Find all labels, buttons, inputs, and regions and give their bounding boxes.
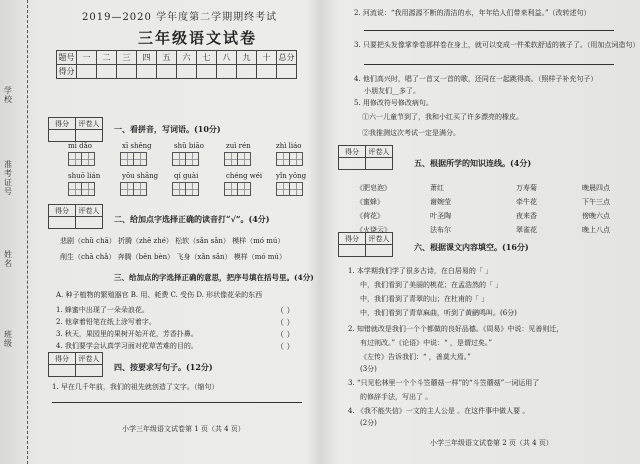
section-6-title: 六、根据课文内容填空。(16分) bbox=[414, 242, 529, 252]
section-4-item-1: 1. 早在几千年前，我们的祖先就创造了文字。（缩句） bbox=[52, 383, 219, 391]
box-grader-label: 评卷人 bbox=[366, 233, 393, 245]
pinyin: shǔ biāo bbox=[174, 142, 204, 150]
box-score-label: 得分 bbox=[49, 118, 76, 130]
score-table bbox=[56, 50, 297, 79]
score-header-cell: 七 bbox=[197, 51, 217, 65]
box-score-label: 得分 bbox=[49, 353, 76, 365]
box-score-label: 得分 bbox=[49, 205, 76, 217]
score-header-cell: 六 bbox=[177, 51, 197, 65]
time-item[interactable]: 下午三点 bbox=[582, 198, 610, 206]
school-label: 学校 bbox=[4, 86, 12, 104]
section-2-line-1: 悲剧（chǔ chā） 折腾（zhē zhé） 松软（sǎn sǎn） 模样（mó mú） bbox=[60, 237, 285, 245]
score-cell[interactable] bbox=[77, 65, 97, 79]
box-grader-label: 评卷人 bbox=[76, 118, 103, 130]
flower-item[interactable]: 夜来香 bbox=[516, 212, 537, 220]
binding-margin bbox=[0, 0, 40, 464]
book-item[interactable]: 《肥皂泡》 bbox=[356, 184, 391, 192]
pinyin: yǐn yǒng bbox=[276, 172, 307, 180]
fill-line[interactable]: 1. 本学期我们学了很多古诗，在白居易的「 」 bbox=[348, 267, 493, 275]
box-score-label: 得分 bbox=[339, 233, 366, 245]
section-4-item-2: 2. 河流说：“我用源源不断的清洁的水，年年给人们带来利益。”（改转述句） bbox=[354, 9, 591, 17]
time-item[interactable]: 晚上八点 bbox=[582, 226, 610, 234]
section-3-title: 三、给加点的字选择正确的意思，把序号填在括号里。(4分) bbox=[114, 273, 314, 282]
page-right bbox=[334, 0, 640, 464]
book-item[interactable]: 《荷花》 bbox=[356, 212, 384, 220]
score-header-cell: 九 bbox=[237, 51, 257, 65]
score-cell[interactable] bbox=[157, 65, 177, 79]
fill-line[interactable]: 的修辞手法，写出了 。 bbox=[360, 393, 433, 401]
score-cell[interactable] bbox=[237, 65, 257, 79]
box-grader-label: 评卷人 bbox=[76, 353, 103, 365]
flower-item[interactable]: 牵牛花 bbox=[516, 198, 537, 206]
score-header-cell: 题号 bbox=[57, 51, 77, 65]
exam-number-label: 准考证号 bbox=[4, 160, 12, 196]
section-4-item-3: 3. 只要把头发像掌拳卷那样卷在身上，就可以变成一件柔软舒适的被子了。（用加点词造句） bbox=[354, 41, 640, 49]
author-item[interactable]: 叶圣陶 bbox=[430, 212, 451, 220]
section-3-item: 4. 我们要学会认真学习面对花草苦难的目的。 bbox=[56, 342, 198, 350]
score-cell[interactable] bbox=[217, 65, 237, 79]
score-cell[interactable] bbox=[257, 65, 277, 79]
box-cell[interactable] bbox=[339, 158, 366, 170]
section-4-item-4-cont: 小朋友们__多了。 bbox=[364, 87, 420, 95]
author-item[interactable]: 谢婉莹 bbox=[430, 198, 451, 206]
box-cell[interactable] bbox=[76, 217, 103, 229]
answer-paren[interactable]: （ ） bbox=[276, 306, 295, 315]
pinyin: shuō lián bbox=[68, 172, 101, 180]
score-cell[interactable] bbox=[197, 65, 217, 79]
section-4-item-5-b: ②我推测这次考试一定是满分。 bbox=[362, 129, 460, 137]
fill-line: (2分) bbox=[360, 419, 377, 427]
score-header-cell: 十 bbox=[257, 51, 277, 65]
writing-grid[interactable] bbox=[172, 182, 198, 196]
left-footer: 小学三年级语文试卷第 1 页（共 4 页） bbox=[122, 425, 245, 433]
writing-grid[interactable] bbox=[224, 182, 250, 196]
score-header-cell: 三 bbox=[117, 51, 137, 65]
page-left bbox=[42, 0, 324, 464]
score-header-cell: 一 bbox=[77, 51, 97, 65]
section-3-item: 2. 他拿着铅笔在纸上涂写着字。 bbox=[56, 318, 156, 326]
writing-grid[interactable] bbox=[224, 152, 250, 166]
pinyin: xī shēng bbox=[122, 142, 152, 150]
score-cell[interactable] bbox=[177, 65, 197, 79]
box-cell[interactable] bbox=[366, 245, 393, 257]
box-cell[interactable] bbox=[49, 217, 76, 229]
section-4-item-4: 4. 他们高兴时，唱了一首又一首的歌，还同在一起跳得高。（照样子补充句子） bbox=[354, 75, 598, 83]
section-4-item-5: 5. 用修改符号修改病句。 bbox=[354, 99, 433, 107]
box-cell[interactable] bbox=[76, 365, 103, 377]
score-header-cell: 八 bbox=[217, 51, 237, 65]
answer-line[interactable] bbox=[364, 30, 614, 31]
writing-grid[interactable] bbox=[68, 152, 94, 166]
section-5-title: 五、根据所学的知识连线。(4分) bbox=[414, 158, 532, 168]
score-header-cell: 二 bbox=[97, 51, 117, 65]
score-header-cell: 五 bbox=[157, 51, 177, 65]
score-row-label: 得分 bbox=[57, 65, 77, 79]
pinyin: zhì liáo bbox=[276, 142, 302, 150]
grader-box-2 bbox=[48, 204, 103, 229]
pinyin: zuì rén bbox=[226, 142, 251, 150]
score-cell[interactable] bbox=[137, 65, 157, 79]
answer-paren[interactable]: （ ） bbox=[276, 318, 295, 327]
section-3-options: A. 种子植物的繁殖器官 B. 用、耗费 C. 受伤 D. 形状像花朵的东西 bbox=[56, 291, 263, 299]
section-4-item-5-a: ①六一儿童节到了，我和小红买了许多漂亮的橡皮。 bbox=[362, 113, 523, 121]
answer-paren[interactable]: （ ） bbox=[276, 342, 295, 351]
section-2-title: 二、给加点字选择正确的读音打“√”。(4分) bbox=[114, 214, 270, 224]
author-item[interactable]: 萧红 bbox=[430, 184, 444, 192]
section-3-item: 1. 蜂蜜中出现了一朵朵浪花。 bbox=[56, 306, 149, 314]
fill-line[interactable]: 4. 《我不能失信》一文的主人公是 。在这件事中做人要 。 bbox=[348, 407, 530, 415]
pinyin: yōu shāng bbox=[122, 172, 159, 180]
score-header-cell: 四 bbox=[137, 51, 157, 65]
pinyin: qí guài bbox=[174, 172, 199, 180]
pinyin: mì dǎo bbox=[68, 142, 92, 150]
writing-grid[interactable] bbox=[276, 182, 302, 196]
grader-box-1 bbox=[48, 117, 103, 142]
exam-year-title: 2019—2020 学年度第二学期期终考试 bbox=[82, 12, 278, 23]
exam-title: 三年级语文试卷 bbox=[138, 29, 258, 47]
answer-line[interactable] bbox=[364, 64, 614, 65]
box-grader-label: 评卷人 bbox=[366, 146, 393, 158]
score-cell[interactable] bbox=[117, 65, 137, 79]
box-cell[interactable] bbox=[76, 130, 103, 142]
grader-box-5 bbox=[338, 232, 393, 257]
writing-grid[interactable] bbox=[276, 152, 302, 166]
fill-line[interactable]: 有过则改。”《论语》中说：“ ，是谓过矣。” bbox=[360, 339, 492, 347]
fill-line[interactable]: 中，我们看到了美丽的桃花；在孟浩然的「 」 bbox=[360, 281, 503, 289]
box-cell[interactable] bbox=[49, 365, 76, 377]
flower-item[interactable]: 万寿菊 bbox=[516, 184, 537, 192]
box-score-label: 得分 bbox=[339, 146, 366, 158]
class-label: 班级 bbox=[4, 330, 12, 348]
fill-line[interactable]: 3. “只见松林里一个个斗笠蘑菇一样”的“斗笠蘑菇”一词运用了 bbox=[348, 379, 540, 387]
writing-grid[interactable] bbox=[172, 152, 198, 166]
book-item[interactable]: 《火烧云》 bbox=[356, 226, 391, 234]
cut-line bbox=[27, 0, 28, 464]
time-item[interactable]: 晚晨四点 bbox=[582, 184, 610, 192]
flower-item[interactable]: 翠雀花 bbox=[516, 226, 537, 234]
answer-paren[interactable]: （ ） bbox=[276, 330, 295, 339]
fill-line[interactable]: 2. 知错就改是我们一个个都做的良好品德。《周易》中说：见善则迁， bbox=[348, 325, 564, 333]
box-cell[interactable] bbox=[366, 158, 393, 170]
fill-line[interactable]: 中，我们看到了青草麻曲，听到了黄鹂鸣叫。(6分) bbox=[360, 309, 517, 317]
section-1-title: 一、看拼音，写词语。(10分) bbox=[114, 124, 221, 134]
fill-line[interactable]: 《左传》告诉我们：“ ，善莫大焉。” bbox=[360, 353, 471, 361]
box-cell[interactable] bbox=[49, 130, 76, 142]
writing-grid[interactable] bbox=[120, 182, 146, 196]
answer-line[interactable] bbox=[52, 402, 302, 403]
score-cell[interactable] bbox=[277, 65, 297, 79]
name-label: 姓名 bbox=[4, 250, 12, 268]
fill-line[interactable]: 中，我们看到了青翠的山；在杜甫的「 」 bbox=[360, 295, 489, 303]
box-cell[interactable] bbox=[339, 245, 366, 257]
grader-box-4 bbox=[338, 145, 393, 170]
writing-grid[interactable] bbox=[120, 152, 146, 166]
time-item[interactable]: 傍晚六点 bbox=[582, 212, 610, 220]
grader-box-3 bbox=[48, 352, 103, 377]
box-grader-label: 评卷人 bbox=[76, 205, 103, 217]
score-cell[interactable] bbox=[97, 65, 117, 79]
book-item[interactable]: 《蜜蜂》 bbox=[356, 198, 384, 206]
score-header-cell: 总分 bbox=[277, 51, 297, 65]
pinyin: chéng wéi bbox=[226, 172, 263, 180]
author-item[interactable]: 法布尔 bbox=[430, 226, 451, 234]
section-4-title: 四、按要求写句子。(12分) bbox=[114, 362, 213, 372]
writing-grid[interactable] bbox=[68, 182, 94, 196]
right-footer: 小学三年级语文试卷第 2 页（共 4 页） bbox=[430, 439, 553, 447]
fill-line: (3分) bbox=[360, 365, 377, 373]
section-2-line-2: 削生（chā chǎ） 奔腾（bēn bèn） 飞身（xǎn sǎn） 模样（mó mú） bbox=[60, 253, 286, 261]
section-3-item: 3. 秋天，果园里的果树开始开花，芳香扑鼻。 bbox=[56, 330, 198, 338]
